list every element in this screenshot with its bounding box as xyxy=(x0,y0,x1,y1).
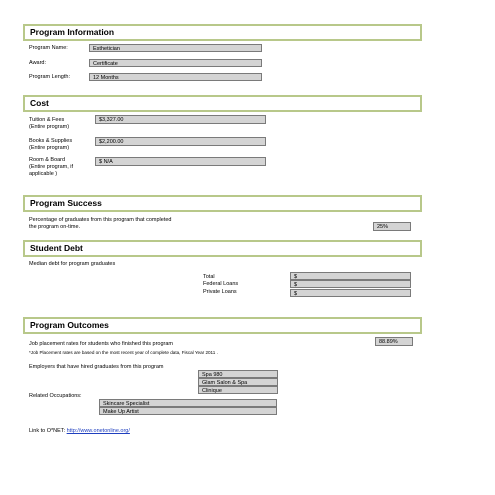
on-time-completion-field[interactable]: 25% xyxy=(373,222,411,231)
success-text-line-2: the program on-time. xyxy=(29,224,81,230)
occupation-item[interactable]: Make Up Artist xyxy=(99,407,277,415)
employers-label: Employers that have hired graduates from this program xyxy=(29,364,164,370)
employer-item[interactable]: Glam Salon & Spa xyxy=(198,378,278,386)
section-header-student-debt: Student Debt xyxy=(23,240,422,257)
median-debt-label: Median debt for program graduates xyxy=(29,261,116,267)
onet-link-row xyxy=(29,428,130,434)
job-placement-field[interactable]: 88.89% xyxy=(375,337,413,346)
tuition-sublabel: (Entire program) xyxy=(29,124,70,130)
occupation-item[interactable]: Skincare Specialist xyxy=(99,399,277,407)
onet-link[interactable]: http://www.onetonline.org/ xyxy=(66,428,130,434)
program-length-label: Program Length: xyxy=(29,74,70,80)
employer-item[interactable]: Spa 980 xyxy=(198,370,278,378)
job-placement-note: *Job Placement rates are based on the most recent year of complete data, Fiscal Year 2011 . xyxy=(29,350,218,355)
federal-loans-label: Federal Loans xyxy=(203,281,239,287)
section-header-cost: Cost xyxy=(23,95,422,112)
section-header-program-success: Program Success xyxy=(23,195,422,212)
success-text-line-1: Percentage of graduates from this program that completed xyxy=(29,217,172,223)
award-label: Award: xyxy=(29,60,47,66)
total-debt-label: Total xyxy=(203,274,215,280)
award-field[interactable]: Certificate xyxy=(89,59,262,67)
books-label: Books & Supplies xyxy=(29,138,73,144)
private-loans-label: Private Loans xyxy=(203,289,237,295)
related-occupations-label: Related Occupations: xyxy=(29,393,82,399)
program-length-field[interactable]: 12 Months xyxy=(89,73,262,81)
federal-loans-field[interactable]: $ xyxy=(290,280,411,288)
total-debt-field[interactable]: $ xyxy=(290,272,411,280)
employer-item[interactable]: Clinique xyxy=(198,386,278,394)
program-name-field[interactable]: Esthetician xyxy=(89,44,262,52)
program-name-label: Program Name: xyxy=(29,45,68,51)
room-board-sublabel-1: (Entire program, if xyxy=(29,164,74,170)
room-board-sublabel-2: applicable ) xyxy=(29,171,58,177)
job-placement-label: Job placement rates for students who finished this program xyxy=(29,341,173,347)
room-board-label: Room & Board xyxy=(29,157,66,163)
tuition-label: Tuition & Fees xyxy=(29,117,65,123)
room-board-field[interactable]: $ N/A xyxy=(95,157,266,166)
section-header-program-outcomes: Program Outcomes xyxy=(23,317,422,334)
books-sublabel: (Entire program) xyxy=(29,145,70,151)
books-field[interactable]: $2,200.00 xyxy=(95,137,266,146)
private-loans-field[interactable]: $ xyxy=(290,289,411,297)
tuition-field[interactable]: $3,327.00 xyxy=(95,115,266,124)
section-header-program-information: Program Information xyxy=(23,24,422,41)
onet-label: Link to O*NET: xyxy=(29,428,66,434)
